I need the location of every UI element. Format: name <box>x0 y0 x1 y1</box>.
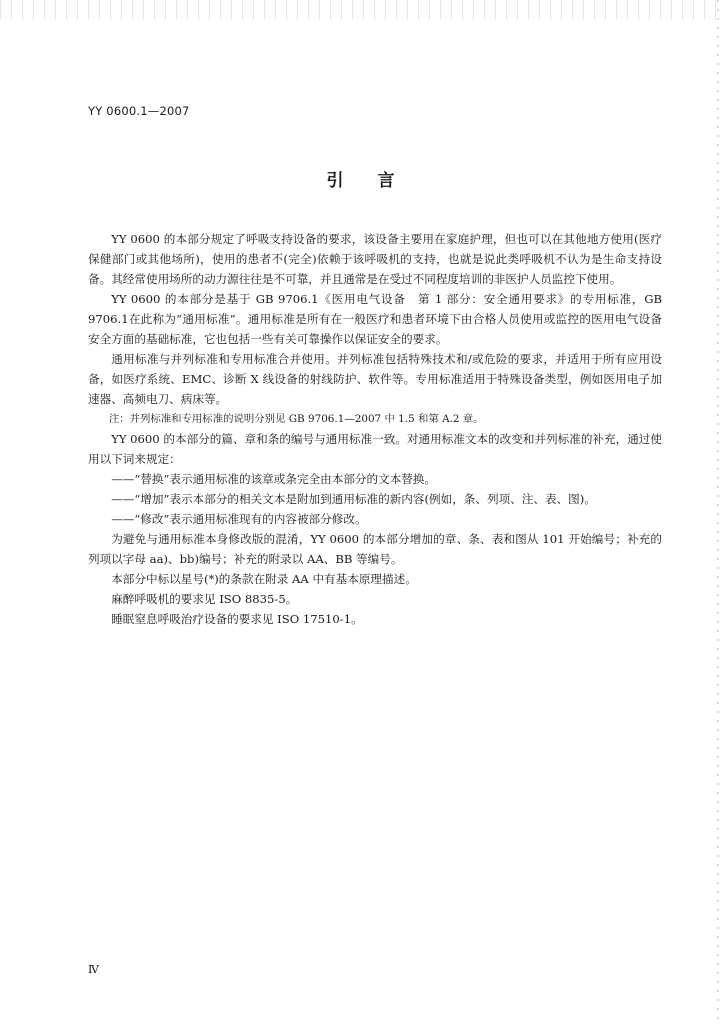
page-number: Ⅳ <box>88 963 99 976</box>
body-text <box>88 229 662 629</box>
paragraph-note: 注：并列标准和专用标准的说明分别见 GB 9706.1—2007 中 1.5 和第 A.2 章。 <box>108 413 484 425</box>
paragraph-sleep-apnoea: 睡眠窒息呼吸治疗设备的要求见 ISO 17510-1。 <box>111 612 363 626</box>
list-item-addition: ——“增加”表示本部分的相关文本是附加到通用标准的新内容(例如，条、列项、注、表、图)。 <box>111 492 596 506</box>
paragraph-basis: YY 0600 的本部分是基于 GB 9706.1《医用电气设备 第 1 部分：安全通用要求》的专用标准，GB 9706.1在此称为“通用标准”。通用标准是所有在一般医疗和患者环境下由合格人员使用或监控的医用电气设备安全方面的基础标准，它也包括一些有关可靠操作以保证安全的要求。 <box>88 292 662 346</box>
paragraph-numbering-scheme: 为避免与通用标准本身修改版的混淆，YY 0600 的本部分增加的章、条、表和图从 101 开始编号；补充的列项以字母 aa)、bb)编号；补充的附录以 AA、BB 等编号。 <box>88 532 662 566</box>
paragraph-asterisk: 本部分中标以星号(*)的条款在附录 AA 中有基本原理描述。 <box>111 572 417 586</box>
paragraph-anaesthetic: 麻醉呼吸机的要求见 ISO 8835-5。 <box>111 592 298 606</box>
scan-artifact-right <box>717 0 719 1024</box>
list-item-replacement: ——“替换”表示通用标准的该章或条完全由本部分的文本替换。 <box>111 472 437 486</box>
paragraph-collateral: 通用标准与并列标准和专用标准合并使用。并列标准包括特殊技术和/或危险的要求，并适用于所有应用设备，如医疗系统、EMC、诊断 X 线设备的射线防护、软件等。专用标准适用于特殊设备类型，例如医用电子加速器、高频电刀、病床等。 <box>88 352 662 406</box>
scan-artifact-top <box>0 0 721 20</box>
paragraph-numbering: YY 0600 的本部分的篇、章和条的编号与通用标准一致。对通用标准文本的改变和并列标准的补充，通过使用以下词来规定： <box>88 432 662 466</box>
document-code: YY 0600.1—2007 <box>88 104 190 118</box>
list-item-amendment: ——“修改”表示通用标准现有的内容被部分修改。 <box>111 512 367 526</box>
page-title: 引言 <box>326 171 429 191</box>
paragraph-scope: YY 0600 的本部分规定了呼吸支持设备的要求，该设备主要用在家庭护理，但也可以在其他地方使用(医疗保健部门或其他场所)，使用的患者不(完全)依赖于该呼吸机的支持，也就是说此类呼吸机不认为是生命支持设备。其经常使用场所的动力源往往是不可靠，并且通常是在受过不同程度培训的非医护人员监控下使用。 <box>88 232 662 286</box>
